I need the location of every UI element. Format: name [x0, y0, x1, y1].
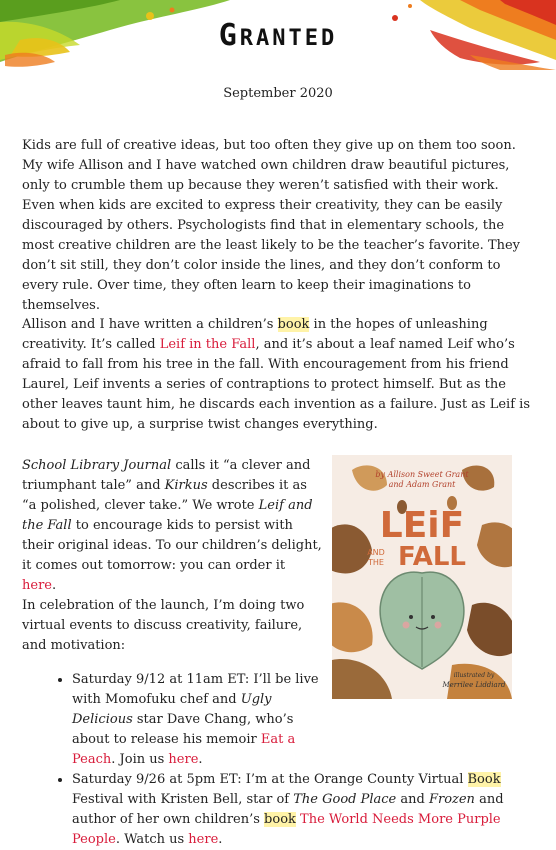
book-highlight-3: book — [264, 812, 296, 827]
book-title-link[interactable]: Leif in the Fall — [159, 337, 256, 352]
cover-illustrator-1: illustrated by — [453, 672, 495, 679]
book-cover-illustration — [332, 455, 512, 699]
event-1-text-4: . — [198, 752, 203, 767]
event-2-show-1: The Good Place — [293, 792, 397, 807]
reviews-text-1: calls it “a clever and triumphant tale” and — [22, 458, 311, 493]
events-intro: In celebration of the launch, I’m doing two virtual events to discuss creativity, failure, and motivation: — [22, 598, 305, 653]
event-2-text-7: . — [218, 832, 223, 847]
review-source-kirkus: Kirkus — [164, 478, 208, 493]
reviews-text-3: to encourage kids to persist with their original ideas. To our children’s delight, it comes out tomorrow: you can order it — [22, 518, 322, 573]
eat-a-peach-link[interactable]: Eat a Peach — [72, 732, 296, 767]
brand-wordmark — [0, 18, 556, 53]
purple-people-link[interactable]: The World Needs More Purple People — [72, 812, 501, 847]
join-here-link[interactable]: here — [168, 752, 199, 767]
book-title-italic: Leif and the Fall — [22, 498, 313, 533]
order-here-link[interactable]: here — [22, 578, 52, 593]
event-item-2 — [72, 770, 542, 850]
book-highlight-2: Book — [467, 772, 501, 787]
about-text-2: in the hopes of unleashing creativity. It’s called — [22, 317, 488, 352]
brand-rest: RANTED — [239, 26, 338, 51]
about-paragraph — [22, 315, 532, 435]
cover-authors-2: and Adam Grant — [388, 480, 456, 489]
event-2-show-2: Frozen — [428, 792, 475, 807]
intro-paragraph: Kids are full of creative ideas, but too often they give up on them too soon. My wife Allison and I have watched own children draw beautiful pictures, only to crumble them up because they weren’t satisfied with their work. Even when kids are excited to express their creativity, they can be easily discouraged by others. Psychologists find that in elementary schools, the most creative children are the least likely to be the teacher’s favorite. They don’t sit still, they don’t color inside the lines, and they don’t conform to every rule. Over time, they often learn to keep their imaginations to themselves. — [22, 138, 521, 313]
reviews-text-4: . — [51, 578, 57, 593]
cover-illustrator-2: Merrilee Liddiard — [442, 681, 506, 689]
cover-title-fall: FALL — [397, 542, 467, 572]
event-1-text-2: star Dave Chang, who’s about to release his memoir — [72, 712, 294, 747]
book-highlight: book — [277, 317, 310, 332]
event-1-show: Ugly Delicious — [72, 692, 272, 727]
cover-authors-1: by Allison Sweet Grant — [375, 470, 469, 479]
event-1-text-1: Saturday 9/12 at 11am ET: I’ll be live with Momofuku chef and — [72, 672, 319, 707]
event-2-text-4: and author of her own children’s — [72, 792, 504, 827]
cover-title-and: AND — [367, 548, 385, 557]
about-text-3: , and it’s about a leaf named Leif who’s afraid to fall from his tree in the fall. With encouragement from his friend Laurel, Leif invents a series of contraptions to protect himself. But as the other leaves taunt him, he discards each invention as a failure. Just as Leif is about to give up, a surprise twist changes everything. — [22, 337, 530, 432]
watch-here-link[interactable]: here — [188, 832, 219, 847]
event-1-text-3: . Join us — [111, 752, 169, 767]
event-2-text-3: and — [396, 792, 429, 807]
brand-initial: G — [218, 18, 240, 53]
header-banner — [0, 0, 556, 70]
about-text-1: Allison and I have written a children’s — [22, 317, 278, 332]
cover-title-the: THE — [368, 558, 384, 567]
event-item-1 — [72, 670, 322, 770]
event-2-text-1: Saturday 9/26 at 5pm ET: I’m at the Orange County Virtual — [72, 772, 468, 787]
cover-title-leif: LEiF — [379, 505, 465, 546]
issue-date: September 2020 — [223, 86, 333, 101]
reviews-paragraph — [22, 456, 322, 596]
book-cover-image[interactable] — [332, 455, 512, 699]
review-source-slj: School Library Journal — [22, 458, 172, 473]
event-2-text-6: . Watch us — [115, 832, 189, 847]
reviews-text-2: describes it as “a polished, clever take.” We wrote — [22, 478, 307, 513]
event-2-text-2: Festival with Kristen Bell, star of — [72, 792, 294, 807]
